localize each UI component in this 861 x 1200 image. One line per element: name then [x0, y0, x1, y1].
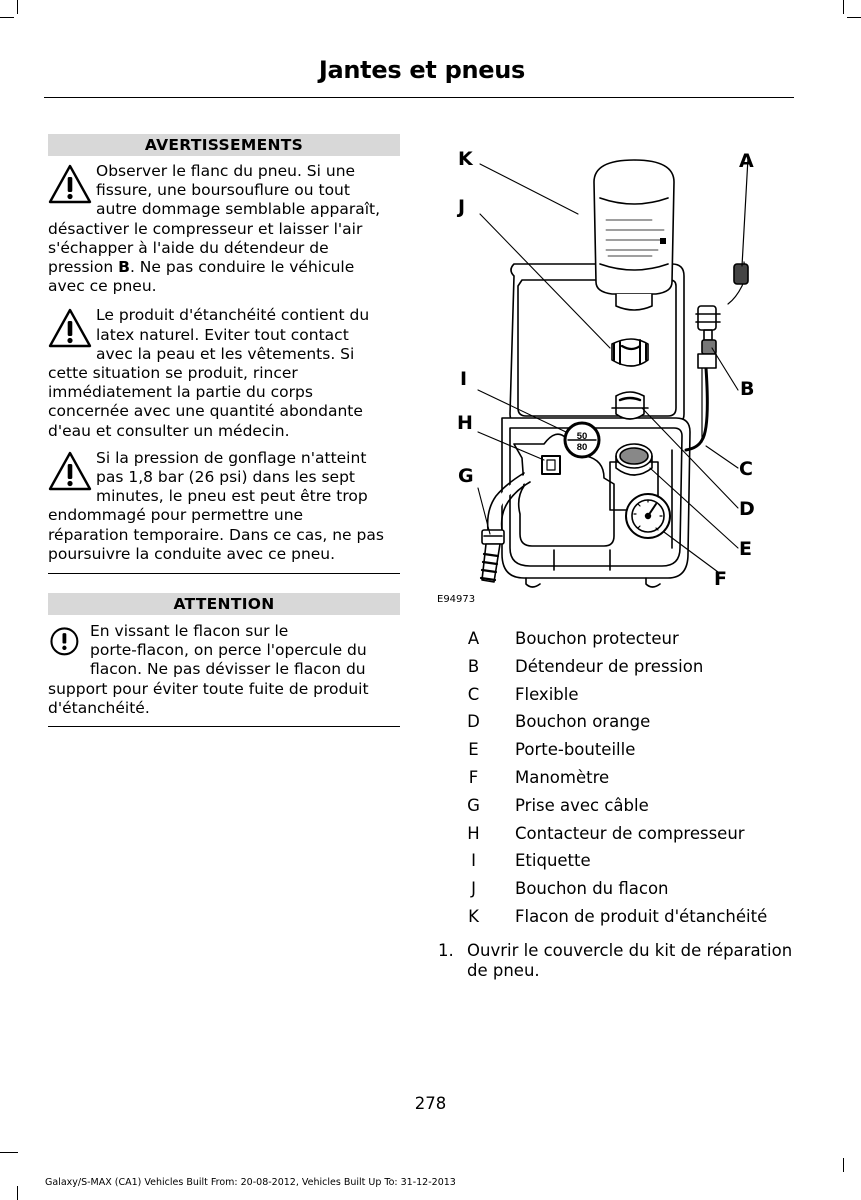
warning-triangle-icon — [48, 306, 92, 362]
legend-row: K Flacon de produit d'étanchéité — [468, 906, 768, 926]
footer-note: Galaxy/S-MAX (CA1) Vehicles Built From: 20-08-2012, Vehicles Built Up To: 31-12-2013 — [45, 1177, 456, 1188]
warning-item — [48, 449, 400, 564]
legend-row: C Flexible — [467, 684, 579, 704]
page-number: 278 — [414, 1094, 447, 1113]
gauge-value-50: 50 — [576, 431, 588, 442]
tyre-repair-kit-figure — [436, 138, 796, 608]
callout-k: K — [458, 148, 473, 170]
step-number: 1. — [438, 941, 454, 960]
figure-legend — [456, 625, 806, 931]
attention-item — [48, 622, 400, 718]
instruction-step — [438, 941, 798, 981]
attention-box-rule — [48, 726, 400, 727]
callout-i: I — [460, 368, 468, 390]
legend-row: E Porte-bouteille — [468, 740, 636, 760]
legend-row: G Prise avec câble — [467, 795, 649, 815]
legend-row: F Manomètre — [468, 767, 610, 787]
page-title: Jantes et pneus — [318, 56, 525, 84]
legend-row: D Bouchon orange — [467, 712, 651, 732]
warning-text: Si la pression de gonflage n'atteint pas 1,8 bar (26 psi) dans les sept minutes, le pneu est peut être trop endommagé pour permettre une réparation temporaire. Dans ce cas, ne pas poursuivre la conduite avec ce pneu. — [48, 448, 384, 563]
legend-row: B Détendeur de pression — [467, 656, 704, 676]
figure-code: E94973 — [437, 594, 476, 605]
crop-mark-top-left-v — [17, 0, 18, 14]
callout-e: E — [739, 538, 752, 560]
callout-h: H — [457, 412, 473, 434]
callout-a: A — [739, 150, 754, 172]
warning-item — [48, 162, 400, 296]
step-text: Ouvrir le couvercle du kit de réparation de pneu. — [467, 941, 793, 980]
legend-row: J Bouchon du flacon — [471, 879, 669, 899]
legend-row: I Etiquette — [471, 851, 591, 871]
warning-triangle-icon — [48, 449, 92, 505]
warning-triangle-icon — [48, 162, 92, 218]
warning-text: Observer le flanc du pneu. Si une fissure, une boursouflure ou tout autre dommage semblable apparaît, désactiver le compresseur et laisser l'air s'échapper à l'aide du détendeur de pression B. Ne pas conduire le véhicule avec ce pneu. — [48, 162, 381, 296]
legend-row: A Bouchon protecteur — [467, 629, 679, 648]
callout-j: J — [458, 196, 466, 218]
title-rule — [44, 97, 794, 98]
crop-mark-top-right-h — [847, 17, 861, 18]
attention-heading: ATTENTION — [48, 593, 400, 615]
crop-mark-bottom-left-h — [0, 1152, 18, 1153]
crop-mark-top-right-v — [843, 0, 844, 14]
warning-item — [48, 306, 400, 440]
left-column — [48, 134, 400, 727]
gauge-value-80: 80 — [576, 442, 588, 453]
crop-mark-bottom-right-v — [843, 1158, 844, 1172]
callout-d: D — [739, 498, 755, 520]
crop-mark-top-left-h — [0, 17, 14, 18]
callout-b: B — [740, 378, 755, 400]
warnings-heading: AVERTISSEMENTS — [48, 134, 400, 156]
callout-f: F — [714, 568, 727, 590]
crop-mark-bottom-left-v — [17, 1186, 18, 1200]
caution-circle-icon — [48, 622, 86, 678]
legend-row: H Contacteur de compresseur — [467, 823, 745, 843]
callout-g: G — [458, 465, 474, 487]
attention-text: En vissant le flacon sur le porte-flacon, on perce l'opercule du flacon. Ne pas dévisser le flacon du support pour éviter toute fuite de produit d'étanchéité. — [48, 622, 369, 717]
callout-c: C — [739, 458, 753, 480]
warning-text: Le produit d'étanchéité contient du latex naturel. Eviter tout contact avec la peau et les vêtements. Si cette situation se produit, rincer immédiatement la partie du corps concernée avec une quantité abondante d'eau et consulter un médecin. — [48, 306, 370, 440]
